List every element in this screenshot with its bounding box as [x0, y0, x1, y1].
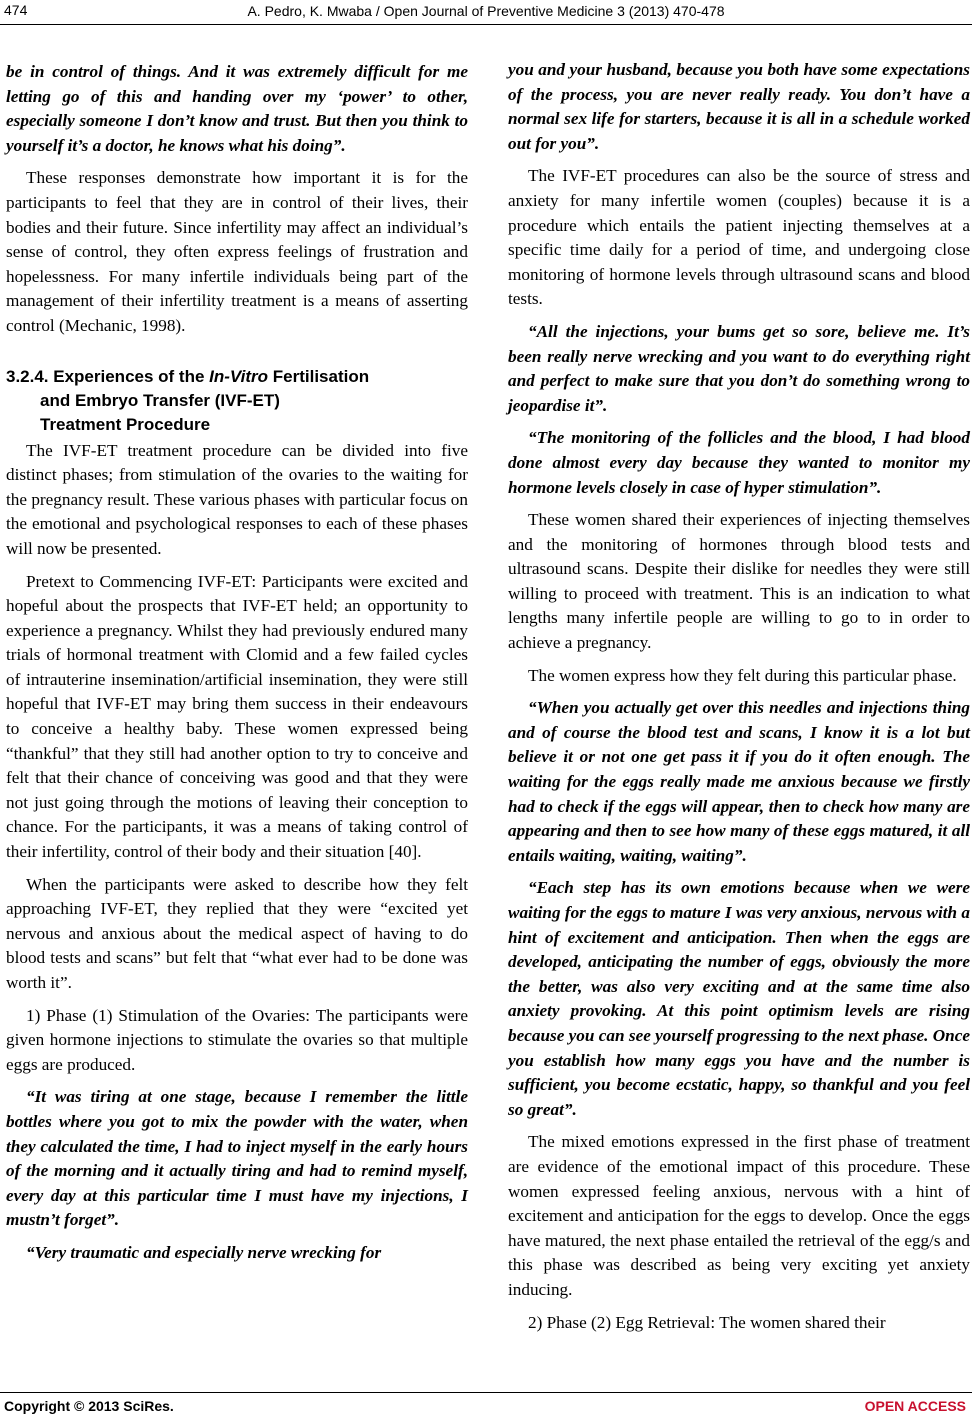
open-access-label: OPEN ACCESS [864, 1398, 966, 1414]
left-column [6, 60, 468, 1274]
quote-continued: you and your husband, because you both have some expectations of the process, you are never really ready. You don’t have a normal sex life for starters, because it is all in a schedule worked out for you”. [508, 60, 970, 153]
heading-line-3: Treatment Procedure [40, 414, 211, 434]
heading-italic: In-Vitro [209, 366, 269, 386]
paragraph: The IVF-ET procedures can also be the source of stress and anxiety for many infertile women (couples) because it is a procedure which entails the patient injecting themselves at a specific time daily for a period of time, and undergoing close monitoring of hormone levels through ultrasound scans and blood tests. [508, 166, 970, 309]
paragraph: These women shared their experiences of injecting themselves and the monitoring of hormones through blood tests and ultrasound scans. Despite their dislike for needles they were still willing to proceed with treatment. This is an indication to what lengths many infertile people are willing to go to in order to achieve a pregnancy. [508, 510, 970, 653]
running-header: A. Pedro, K. Mwaba / Open Journal of Preventive Medicine 3 (2013) 470-478 [247, 3, 725, 19]
heading-suffix: Fertilisation [268, 366, 370, 386]
header-rule [0, 24, 972, 25]
heading-prefix: 3.2.4. Experiences of the [6, 366, 210, 386]
paragraph: 1) Phase (1) Stimulation of the Ovaries: The participants were given hormone injections to stimulate the ovaries so that multiple eggs are produced. [6, 1005, 468, 1074]
section-heading [6, 365, 468, 437]
quote: “Very traumatic and especially nerve wrecking for [26, 1242, 382, 1262]
footer-rule [0, 1392, 972, 1393]
paragraph: When the participants were asked to describe how they felt approaching IVF-ET, they replied that they were “excited yet nervous and anxious about the medical aspect of having to do blood tests and scans” but felt that “what ever had to be done was worth it”. [6, 874, 468, 992]
paragraph: The mixed emotions expressed in the first phase of treatment are evidence of the emotional impact of this procedure. These women expressed feeling anxious, nervous with a hint of excitement and anticipation for the eggs to develop. Once the eggs have matured, the next phase entailed the retrieval of the egg/s and this phase was described as being very exciting yet anxiety inducing. [508, 1132, 970, 1299]
quote: “When you actually get over this needles and injections thing and of course the blood test and scans, I know it is a lot but believe it or not one get pass it if you do it often enough. The waiting for the eggs really made me anxious because we firstly had to check if the eggs will appear, then to check how many are appearing and then to see how many of these eggs matured, it all entails waiting, waiting, waiting”. [508, 698, 970, 865]
paragraph: The women express how they felt during this particular phase. [528, 665, 957, 685]
copyright-notice: Copyright © 2013 SciRes. [4, 1398, 174, 1414]
quote: “It was tiring at one stage, because I remember the little bottles where you got to mix the powder with the water, when they calculated the time, I had to inject myself in the early hours of the morning and it actually tiring and had to remind myself, every day at this particular time I must have my injections, I mustn’t forget”. [6, 1087, 468, 1230]
quote: “The monitoring of the follicles and the blood, I had blood done almost every day because they wanted to monitor my hormone levels closely in case of hyper stimulation”. [508, 428, 970, 497]
quote-continued: be in control of things. And it was extremely difficult for me letting go of this and handing over my ‘power’ to other, especially someone I don’t know and trust. But then you think to yourself it’s a doctor, he knows what his doing”. [6, 62, 468, 155]
quote: “Each step has its own emotions because when we were waiting for the eggs to mature I was very anxious, nervous with a hint of excitement and anticipation. Then when the eggs are developed, anticipating the number of eggs, obviously the more the better, was also very exciting and at the same time also anxiety provoking. At this point optimism levels are rising because you can see yourself progressing to the next phase. Once you establish how many eggs you have and the number is sufficient, you become ecstatic, happy, so thankful and you feel so great”. [508, 878, 970, 1119]
heading-line-2: and Embryo Transfer (IVF-ET) [40, 390, 280, 410]
paragraph: Pretext to Commencing IVF-ET: Participants were excited and hopeful about the prospects that IVF-ET held; an opportunity to experience a pregnancy. Whilst they had previously endured many trials of hormonal treatment with Clomid and a few failed cycles of intrauterine insemination/artificial insemination, they were still hopeful that IVF-ET may bring them success in their endeavours to conceive a healthy baby. These women expressed being “thankful” that they still had another option to try to conceive and felt that their chance of conceiving was good and that they were not just going through the motions of leaving their conception to chance. For the participants, it was a means of taking control of their infertility, control of their body and their situation [40]. [6, 571, 468, 862]
paragraph: 2) Phase (2) Egg Retrieval: The women shared their [528, 1312, 886, 1332]
page-number: 474 [4, 2, 28, 18]
paragraph: These responses demonstrate how important it is for the participants to feel that they are in control of their lives, their bodies and their future. Since infertility may affect an individual’s sense of control, they often express feelings of frustration and hopelessness. For many infertile individuals being part of the management of their infertility treatment is a means of asserting control (Mechanic, 1998). [6, 168, 468, 335]
right-column [508, 58, 970, 1343]
quote: “All the injections, your bums get so sore, believe me. It’s been really nerve wrecking and you want to do everything right and perfect to make sure that you don’t do something wrong to jeopardise it”. [508, 321, 970, 415]
paragraph: The IVF-ET treatment procedure can be divided into five distinct phases; from stimulation of the ovaries to the waiting for the pregnancy result. These various phases with particular focus on the emotional and psychological responses to each of these phases will now be presented. [6, 440, 468, 558]
